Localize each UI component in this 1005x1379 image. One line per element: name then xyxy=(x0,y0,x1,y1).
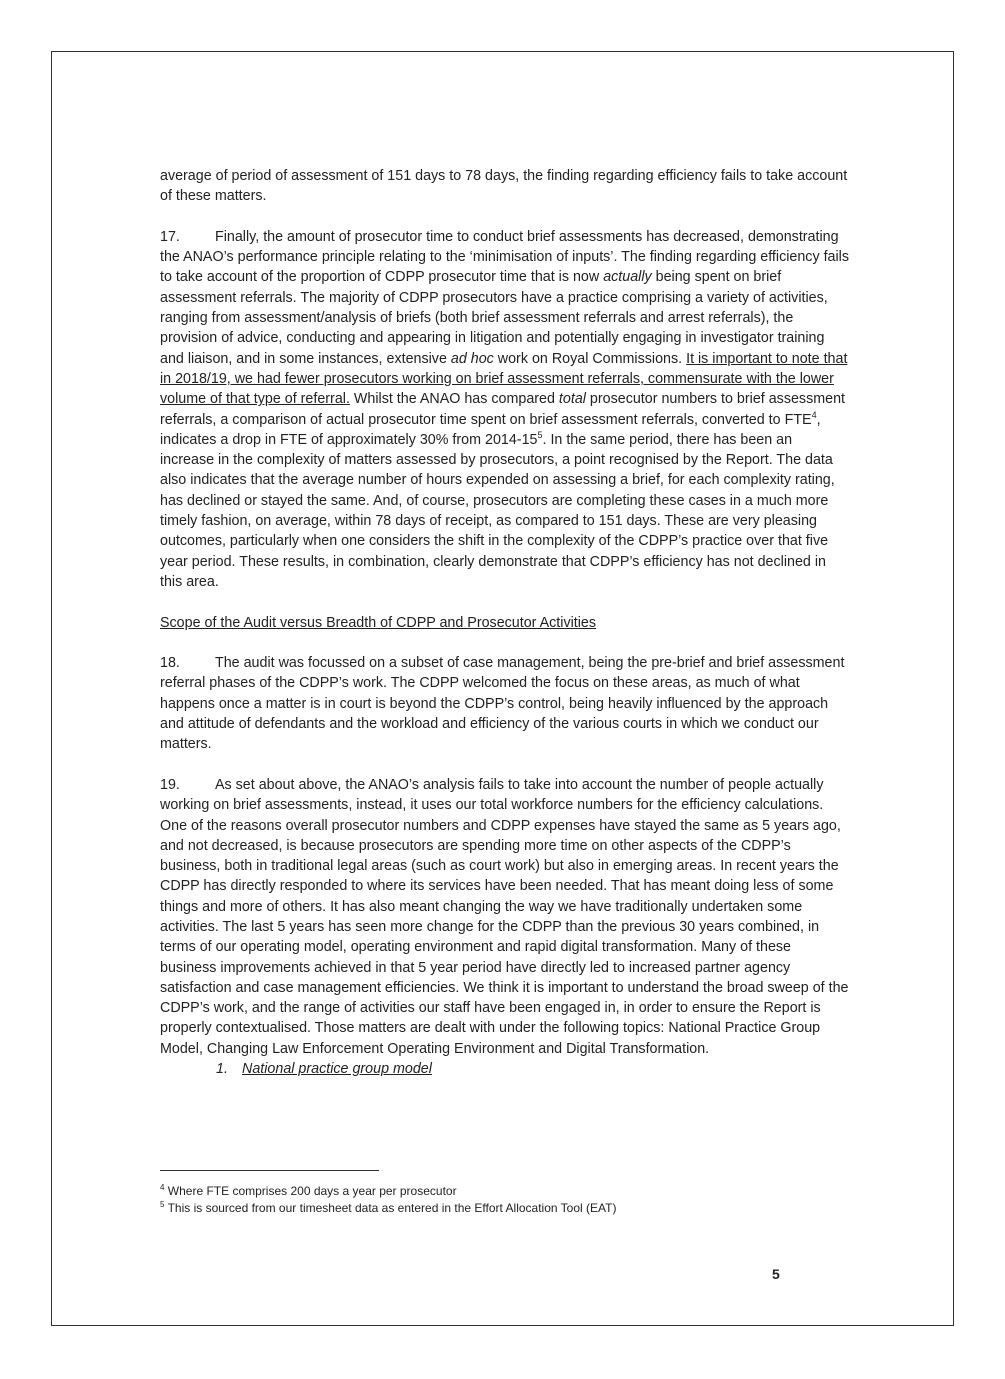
list-item xyxy=(160,1059,850,1079)
document-body xyxy=(160,166,850,1079)
paragraph-19 xyxy=(160,775,850,1059)
footnotes xyxy=(160,1183,850,1217)
emphasis-text: total xyxy=(558,391,586,408)
paragraph-text: Finally, the amount of prosecutor time to conduct brief assessments has decreased, demonstrating the ANAO’s performance principle relating to the ‘minimisation of inputs’. The finding regarding efficiency fails to take account of the proportion of CDPP prosecutor time that is now xyxy=(160,228,849,286)
list-item-number: 1. xyxy=(216,1061,228,1078)
underlined-text: It is important to note that in 2018/19, we had fewer prosecutors working on brief assessment referrals, commensurate with the lower volume of that type of referral. xyxy=(160,350,848,408)
paragraph-text: being spent on brief assessment referrals. The majority of CDPP prosecutors have a practice comprising a variety of activities, ranging from assessment/analysis of briefs (both brief assessment referrals and arrest referrals), the provision of advice, conducting and appearing in litigation and potentially engaging in investigator training and liaison, and in some instances, extensive xyxy=(160,269,828,367)
paragraph-text: prosecutor numbers to brief assessment referrals, a comparison of actual prosecutor time spent on brief assessment referrals, converted to FTE xyxy=(160,391,846,428)
paragraph-17 xyxy=(160,227,850,592)
paragraph-text: As set about above, the ANAO’s analysis fails to take into account the number of people actually working on brief assessments, instead, it uses our total workforce numbers for the efficiency calculations. One of the reasons overall prosecutor numbers and CDPP expenses have stayed the same as 5 years ago, and not decreased, is because prosecutors are spending more time on other aspects of the CDPP’s business, both in traditional legal areas (such as court work) but also in emerging areas. In recent years the CDPP has directly responded to where its services have been needed. That has meant doing less of some things and more of others. It has also meant changing the way we have traditionally undertaken some activities. The last 5 years has seen more change for the CDPP than the previous 30 years combined, in terms of our operating model, operating environment and rapid digital transformation. Many of these business improvements achieved in that 5 year period have directly led to increased partner agency satisfaction and case management efficiencies. We think it is important to understand the broad sweep of the CDPP’s work, and the range of activities our staff have been engaged in, in order to ensure the Report is properly contextualised. Those matters are dealt with under the following topics: National Practice Group Model, Changing Law Enforcement Operating Environment and Digital Transformation. xyxy=(160,776,849,1057)
page-number: 5 xyxy=(772,1266,780,1282)
paragraph-18 xyxy=(160,653,850,754)
emphasis-text: ad hoc xyxy=(450,350,494,367)
footnote-text: This is sourced from our timesheet data as entered in the Effort Allocation Tool (EAT) xyxy=(164,1201,617,1215)
list-item-text: National practice group model xyxy=(242,1061,432,1078)
footnote-ref-5[interactable]: 5 xyxy=(537,430,543,441)
paragraph-text: , indicates a drop in FTE of approximately 30% from 2014-15 xyxy=(160,411,821,448)
footnote-separator xyxy=(160,1170,379,1171)
footnote-ref-4[interactable]: 4 xyxy=(811,409,817,420)
paragraph-number: 19. xyxy=(160,776,180,793)
paragraph-text: . In the same period, there has been an increase in the complexity of matters assessed by prosecutors, a point recognised by the Report. The data also indicates that the average number of hours expended on assessing a brief, for each complexity rating, has declined or stayed the same. And, of course, prosecutors are completing these cases in a much more timely fashion, on average, within 78 days of receipt, as compared to 151 days. These are very pleasing outcomes, particularly when one considers the shift in the complexity of the CDPP’s practice over that five year period. These results, in combination, clearly demonstrate that CDPP’s efficiency has not declined in this area. xyxy=(160,431,835,590)
paragraph-number: 18. xyxy=(160,655,180,672)
emphasis-text: actually xyxy=(603,269,652,286)
footnote-4 xyxy=(160,1183,850,1200)
paragraph-number: 17. xyxy=(160,228,180,245)
intro-paragraph: average of period of assessment of 151 days to 78 days, the finding regarding efficiency fails to take account of these matters. xyxy=(160,168,848,205)
footnote-5 xyxy=(160,1200,850,1217)
footnote-mark: 5 xyxy=(160,1200,165,1209)
paragraph-text: work on Royal Commissions. xyxy=(493,350,687,367)
footnote-text: Where FTE comprises 200 days a year per prosecutor xyxy=(164,1184,457,1198)
section-heading: Scope of the Audit versus Breadth of CDPP and Prosecutor Activities xyxy=(160,614,597,631)
paragraph-text: Whilst the ANAO has compared xyxy=(349,391,559,408)
footnote-mark: 4 xyxy=(160,1183,165,1192)
paragraph-text: The audit was focussed on a subset of case management, being the pre-brief and brief assessment referral phases of the CDPP’s work. The CDPP welcomed the focus on these areas, as much of what happens once a matter is in court is beyond the CDPP’s control, being heavily influenced by the approach and attitude of defendants and the workload and efficiency of the various courts in which we conduct our matters. xyxy=(160,655,845,753)
